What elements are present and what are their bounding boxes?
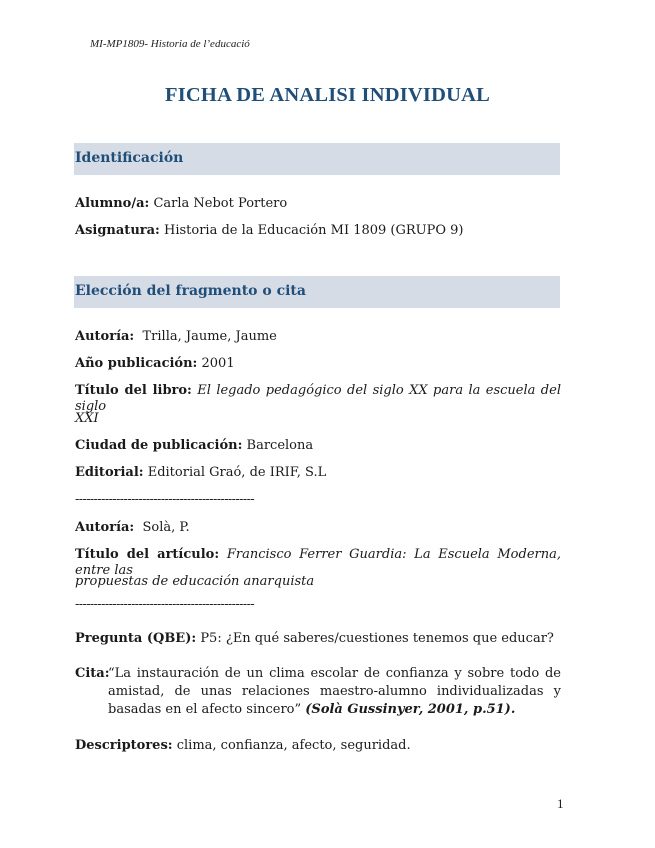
- titulo-libro-line1: El legado pedagógico del siglo XX para la escuela del siglo: [75, 383, 561, 414]
- cita-source: (Solà Gussinyer, 2001, p.51).: [305, 702, 516, 717]
- anio-label: Año publicación:: [75, 356, 198, 371]
- cita-label: Cita:: [75, 666, 110, 681]
- autoria-label: Autoría:: [75, 520, 135, 535]
- cita-block: [75, 665, 561, 719]
- autoria-value: Trilla, Jaume, Jaume: [142, 329, 277, 344]
- asignatura-row: [75, 223, 561, 239]
- ciudad-row: [75, 438, 561, 454]
- anio-row: [75, 356, 561, 372]
- ciudad-label: Ciudad de publicación:: [75, 438, 243, 453]
- libro-autoria-row: [75, 329, 561, 345]
- descriptores-label: Descriptores:: [75, 738, 173, 753]
- autoria-value: Solà, P.: [142, 520, 190, 535]
- editorial-value: Editorial Graó, de IRIF, S.L: [147, 465, 327, 480]
- titulo-articulo-label: Título del artículo:: [75, 547, 220, 562]
- titulo-libro-row-2: [75, 411, 561, 427]
- section-title: Elección del fragmento o cita: [75, 283, 306, 299]
- cita-text: “La instauración de un clima escolar de confianza y sobre todo de amistad, de unas relaciones maestro-alumno individualizadas y basadas en el afecto sincero”: [108, 666, 561, 717]
- alumno-label: Alumno/a:: [75, 196, 150, 211]
- descriptores-value: clima, confianza, afecto, seguridad.: [176, 738, 411, 753]
- page-title: FICHA DE ANALISI INDIVIDUAL: [165, 84, 490, 106]
- cita-text-block: [108, 665, 561, 719]
- section-title: Identificación: [75, 150, 184, 166]
- articulo-autoria-row: [75, 520, 561, 536]
- titulo-articulo-row-2: [75, 574, 561, 590]
- section-identificacion: [74, 143, 560, 175]
- asignatura-value: Historia de la Educación MI 1809 (GRUPO 9): [163, 223, 464, 238]
- editorial-row: [75, 465, 561, 481]
- alumno-value: Carla Nebot Portero: [153, 196, 288, 211]
- titulo-libro-line2: XXI: [75, 411, 99, 426]
- titulo-articulo-line1: Francisco Ferrer Guardia: La Escuela Moderna, entre las: [75, 547, 561, 578]
- pregunta-value: P5: ¿En qué saberes/cuestiones tenemos que educar?: [200, 631, 554, 646]
- running-header: MI-MP1809- Historia de l’educació: [90, 38, 250, 50]
- page-number: 1: [557, 796, 564, 811]
- descriptores-row: [75, 738, 561, 754]
- titulo-articulo-line2: propuestas de educación anarquista: [75, 574, 315, 589]
- ciudad-value: Barcelona: [246, 438, 314, 453]
- separator: ------------------------------------------------: [75, 597, 255, 611]
- alumno-row: [75, 196, 561, 212]
- pregunta-row: [75, 631, 561, 647]
- section-eleccion: [74, 276, 560, 308]
- autoria-label: Autoría:: [75, 329, 135, 344]
- separator: ------------------------------------------------: [75, 492, 255, 506]
- anio-value: 2001: [201, 356, 235, 371]
- titulo-libro-label: Título del libro:: [75, 383, 192, 398]
- editorial-label: Editorial:: [75, 465, 144, 480]
- pregunta-label: Pregunta (QBE):: [75, 631, 197, 646]
- asignatura-label: Asignatura:: [75, 223, 160, 238]
